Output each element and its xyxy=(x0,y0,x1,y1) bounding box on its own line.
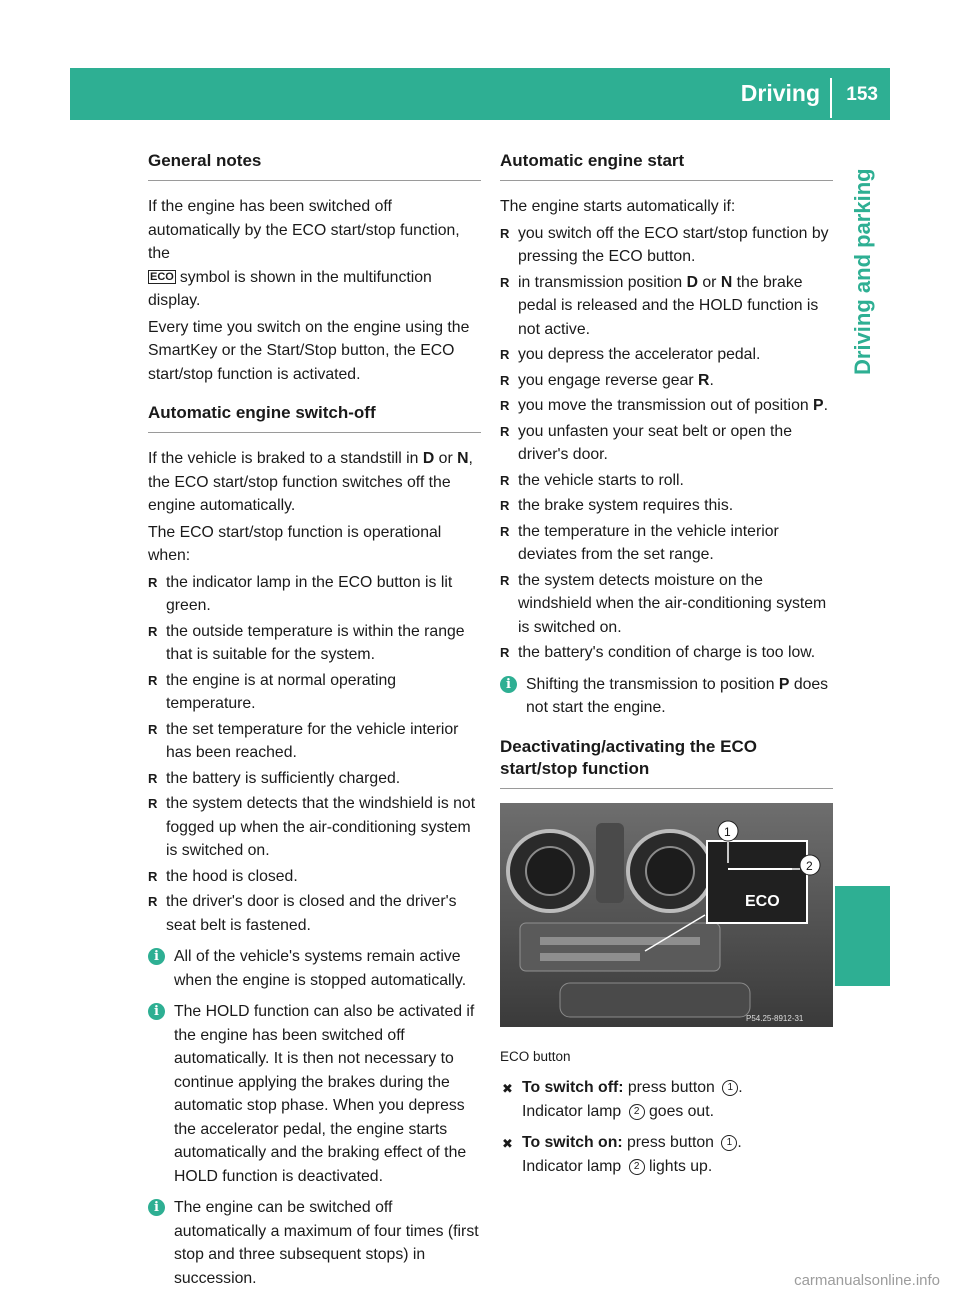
switchoff-paragraph-1: If the vehicle is braked to a standstill in D or N, the ECO start/stop function switches off the engine automatically. xyxy=(148,450,473,514)
list-item: R you switch off the ECO start/stop function by pressing the ECO button. xyxy=(500,222,833,269)
list-item: R the hood is closed. xyxy=(148,865,481,889)
list-item: R the outside temperature is within the range that is suitable for the system. xyxy=(148,620,481,667)
general-paragraph-2: Every time you switch on the engine using the SmartKey or the Start/Stop button, the ECO start/stop function is activated. xyxy=(148,318,470,383)
photo-code: P54.25-8912-31 xyxy=(746,1013,804,1023)
list-item: R you move the transmission out of position P. xyxy=(500,394,833,418)
list-item: R you depress the accelerator pedal. xyxy=(500,343,833,367)
info-note-2: i The HOLD function can also be activated if the engine has been switched off automatically. It is then not necessary to continue applying the brakes during the automatic stop phase. When you depress the accelerator pedal, the engine starts automatically and the braking effect of the HOLD function is deactivated. xyxy=(148,1000,481,1188)
info-icon: i xyxy=(148,1199,165,1216)
left-column xyxy=(148,150,481,1290)
reference-1-icon: 1 xyxy=(722,1080,738,1096)
eco-button-photo xyxy=(500,803,833,1027)
list-item: R the vehicle starts to roll. xyxy=(500,469,833,493)
reference-2-icon: 2 xyxy=(629,1159,645,1175)
list-item: R the system detects that the windshield is not fogged up when the air-conditioning system is switched on. xyxy=(148,792,481,863)
heading-switch-off: Automatic engine switch-off xyxy=(148,402,481,433)
callout-1: 1 xyxy=(724,824,731,839)
page-number: 153 xyxy=(846,84,878,105)
right-column xyxy=(500,150,833,1178)
watermark: carmanualsonline.info xyxy=(794,1272,940,1289)
step-switch-off: ✖ To switch off: press button 1 . Indicator lamp 2 goes out. xyxy=(502,1079,743,1120)
eco-button-label: ECO xyxy=(745,892,780,910)
header-divider xyxy=(830,78,832,118)
info-note-1: i All of the vehicle's systems remain active when the engine is stopped automatically. xyxy=(148,945,481,992)
list-item: R the system detects moisture on the windshield when the air-conditioning system is switched on. xyxy=(500,569,833,640)
list-item: R the battery's condition of charge is too low. xyxy=(500,641,833,665)
general-paragraph-1: If the engine has been switched off automatically by the ECO start/stop function, the ECO symbol is shown in the multifunction display. xyxy=(148,198,460,309)
reference-2-icon: 2 xyxy=(629,1104,645,1120)
list-item: R the indicator lamp in the ECO button is lit green. xyxy=(148,571,481,618)
photo-caption: ECO button xyxy=(500,1048,571,1064)
heading-general-notes: General notes xyxy=(148,150,481,181)
info-note-4: i Shifting the transmission to position P does not start the engine. xyxy=(500,673,833,720)
side-tab-marker xyxy=(835,886,890,986)
heading-deactivating: Deactivating/activating the ECO start/stop function xyxy=(500,736,833,789)
info-icon: i xyxy=(500,676,517,693)
step-arrow-icon: ✖ xyxy=(502,1081,513,1096)
list-item: R the temperature in the vehicle interior deviates from the set range. xyxy=(500,520,833,567)
list-item: R you unfasten your seat belt or open the driver's door. xyxy=(500,420,833,467)
info-icon: i xyxy=(148,948,165,965)
info-icon: i xyxy=(148,1003,165,1020)
list-item: R you engage reverse gear R. xyxy=(500,369,833,393)
step-switch-on: ✖ To switch on: press button 1 . Indicator lamp 2 lights up. xyxy=(502,1134,742,1175)
info-note-3: i The engine can be switched off automatically a maximum of four times (first stop and three subsequent stops) in succession. xyxy=(148,1196,481,1290)
start-intro: The engine starts automatically if: xyxy=(500,198,736,215)
side-tab-label: Driving and parking xyxy=(850,168,875,375)
list-item: R the set temperature for the vehicle interior has been reached. xyxy=(148,718,481,765)
start-conditions-list xyxy=(500,222,833,665)
list-item: R the brake system requires this. xyxy=(500,494,833,518)
switchoff-paragraph-2: The ECO start/stop function is operational when: xyxy=(148,523,442,564)
list-item: R the battery is sufficiently charged. xyxy=(148,767,481,791)
eco-symbol-icon: ECO xyxy=(150,270,174,283)
step-arrow-icon: ✖ xyxy=(502,1136,513,1151)
section-title: Driving xyxy=(740,80,820,106)
switchoff-conditions-list xyxy=(148,571,481,938)
callout-2: 2 xyxy=(806,858,813,873)
list-item: R the engine is at normal operating temperature. xyxy=(148,669,481,716)
list-item: R in transmission position D or N the brake pedal is released and the HOLD function is not active. xyxy=(500,271,833,342)
heading-automatic-start: Automatic engine start xyxy=(500,150,833,181)
header-bar xyxy=(70,68,890,120)
list-item: R the driver's door is closed and the driver's seat belt is fastened. xyxy=(148,890,481,937)
reference-1-icon: 1 xyxy=(721,1135,737,1151)
